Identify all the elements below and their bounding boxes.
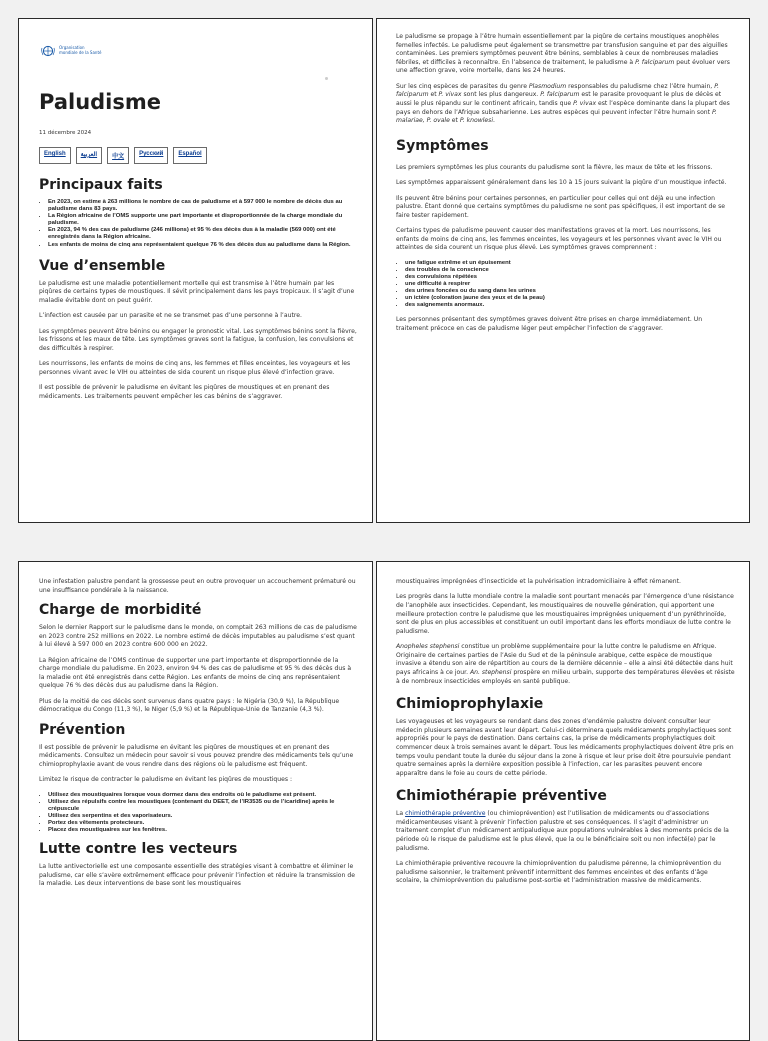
list-item: • une difficulté à respirer — [405, 281, 735, 288]
heading-chimiotherapie-preventive: Chimiothérapie préventive — [396, 788, 607, 805]
paragraph: Les nourrissons, les enfants de moins de cinq ans, les femmes et filles enceintes, les voyageurs et les personnes vivant avec le VIH ou atteintes de sida courent un risque plus élevé d’infection grave. — [39, 360, 351, 376]
list-item: • des urines foncées ou du sang dans les urines — [405, 288, 735, 295]
document-page-2 — [376, 18, 750, 523]
list-item: • une fatigue extrême et un épuisement — [405, 260, 735, 267]
paragraph: Le paludisme est une maladie potentiellement mortelle qui est transmise à l’être humain par les piqûres de certains types de moustiques. Il sévit principalement dans les pays tropicaux. Il s’agit d’une maladie évitable dont on peut guérir. — [39, 279, 355, 304]
paragraph: Le paludisme se propage à l’être humain essentiellement par la piqûre de certains moustiques anophèles femelles infectés. Le paludisme peut également se transmettre par transfusion sanguine et par des aiguilles contaminées. Les premiers symptômes peuvent être bénins, semblables à ceux de nombreuses maladies fébriles, et difficiles à reconnaître. En l’absence de traitement, le paludisme à P. falciparum peut évoluer vers une affection grave, voire mortelle, dans les 24 heures. — [396, 33, 730, 75]
document-page-4 — [376, 561, 750, 1041]
key-facts-list — [39, 199, 358, 249]
lang-link-arabic[interactable]: العربية — [76, 147, 102, 164]
who-emblem-icon — [41, 45, 55, 57]
paragraph: Les symptômes apparaissent généralement dans les 10 à 15 jours suivant la piqûre d’un moustique infecté. — [396, 179, 727, 187]
paragraph: Anopheles stephensi constitue un problème supplémentaire pour la lutte contre le paludisme en Afrique. Originaire de certaines parties de l’Asie du Sud et de la péninsule arabique, cette espèce de moustique invasive a étendu son aire de répartition au cours de la dernière décennie – elle a ainsi été détectée dans huit pays africains à ce jour. An. stephensi prospère en milieu urbain, supporte des températures élevées et résiste à de nombreux insecticides employés en santé publique. — [396, 643, 735, 685]
document-page-1 — [18, 18, 373, 523]
paragraph: Limitez le risque de contracter le paludisme en évitant les piqûres de moustiques : — [39, 776, 293, 784]
paragraph: La chimiothérapie préventive (ou chimioprévention) est l’utilisation de médicaments ou d’associations médicamenteuses visant à prévenir l’infection palustre et ses conséquences. Il s’agit d’administrer un traitement complet d’un médicament antipaludique aux populations vulnérables à des moments précis de la période où le risque de paludisme est le plus élevé, que la ou le bénéficiaire soit ou non infecté(e) par le paludisme. — [396, 810, 729, 852]
list-item: • des troubles de la conscience — [405, 267, 735, 274]
paragraph: La lutte antivectorielle est une composante essentielle des stratégies visant à combattre et éliminer le paludisme, car elle s’avère extrêmement efficace pour prévenir l’infection et réduire la transmission de la maladie. Les deux interventions de base sont les moustiquaires — [39, 863, 355, 888]
paragraph: La Région africaine de l’OMS continue de supporter une part importante et disproportionnée de la charge mondiale du paludisme. En 2023, environ 94 % des cas de paludisme et 95 % des décès dus à la maladie ont été enregistrés dans cette Région. Les enfants de moins de cinq ans représentaient quelque 76 % des décès dus au paludisme dans la Région. — [39, 656, 352, 690]
language-links — [39, 147, 207, 164]
org-name-line2: mondiale de la Santé — [59, 50, 102, 55]
heading-vue-ensemble: Vue d’ensemble — [39, 257, 166, 274]
list-item: • Utilisez des moustiquaires lorsque vous dormez dans des endroits où le paludisme est présent. — [48, 792, 358, 799]
heading-principaux-faits: Principaux faits — [39, 177, 163, 193]
paragraph: Les personnes présentant des symptômes graves doivent être prises en charge immédiatement. Un traitement précoce en cas de paludisme léger peut empêcher l’infection de s’aggraver. — [396, 316, 703, 332]
heading-symptomes: Symptômes — [396, 137, 489, 154]
paragraph: L’infection est causée par un parasite et ne se transmet pas d’une personne à l’autre. — [39, 312, 302, 320]
document-page-3 — [18, 561, 373, 1041]
list-item: • un ictère (coloration jaune des yeux et de la peau) — [405, 295, 735, 302]
paragraph: Sur les cinq espèces de parasites du genre Plasmodium responsables du paludisme chez l’être humain, P. falciparum et P. vivax sont les plus dangereux. P. falciparum est le parasite provoquant le plus de décès et aussi le plus répandu sur le continent africain, tandis que P. vivax est l’espèce dominante dans la plupart des pays en dehors de l’Afrique subsaharienne. Les autres espèces qui peuvent infecter l’être humain sont P. malariae, P. ovale et P. knowlesi. — [396, 82, 730, 125]
prevention-list — [39, 792, 358, 835]
lang-link-english[interactable]: English — [39, 147, 71, 164]
paragraph: Les symptômes peuvent être bénins ou engager le pronostic vital. Les symptômes bénins sont la fièvre, les frissons et les maux de tête. Les symptômes graves sont la fatigue, la confusion, les convulsions et des difficultés à respirer. — [39, 327, 357, 352]
list-item: • Placez des moustiquaires sur les fenêtres. — [48, 827, 358, 834]
decorative-dot — [325, 77, 328, 80]
list-item: • des convulsions répétées — [405, 274, 735, 281]
list-item: • des saignements anormaux. — [405, 302, 735, 309]
paragraph: Une infestation palustre pendant la grossesse peut en outre provoquer un accouchement prématuré ou une insuffisance pondérale à la naissance. — [39, 578, 356, 594]
paragraph: Selon le dernier Rapport sur le paludisme dans le monde, on comptait 263 millions de cas de paludisme en 2023 contre 252 millions en 2022. Le nombre estimé de décès imputables au paludisme s’est quant à lui élevé à 597 000 en 2023 contre 600 000 en 2022. — [39, 623, 357, 649]
heading-chimioprophylaxie: Chimioprophylaxie — [396, 696, 544, 713]
paragraph: La chimiothérapie préventive recouvre la chimioprévention du paludisme pérenne, la chimioprévention du paludisme saisonnier, le traitement préventif intermittent des femmes enceintes et des enfants d’âge scolaire, la chimioprévention du paludisme post-sortie et l’administration massive de médicaments. — [396, 860, 722, 885]
paragraph: Les voyageuses et les voyageurs se rendant dans des zones d’endémie palustre doivent consulter leur médecin plusieurs semaines avant leur départ. Celui-ci déterminera quels médicaments prophylactiques sont appropriés pour le pays de destination. Dans certains cas, la prise de médicaments prophylactiques doit commencer deux à trois semaines avant le départ. Tous les médicaments prophylactiques doivent être pris en temps voulu pendant toute la durée du séjour dans la zone à risque et leur prise doit être poursuivie pendant quatre semaines après la dernière exposition possible à l’infection, car les parasites peuvent encore apparaître dans le foie au cours de cette période. — [396, 718, 734, 777]
heading-prevention: Prévention — [39, 721, 126, 738]
list-item: • Utilisez des serpentins et des vaporisateurs. — [48, 813, 358, 820]
list-item: • La Région africaine de l’OMS supporte une part importante et disproportionnée de la charge mondiale du paludisme. — [48, 213, 358, 227]
severe-symptoms-list — [396, 260, 735, 310]
lang-link-chinese[interactable]: 中文 — [107, 147, 129, 164]
list-item: • Portez des vêtements protecteurs. — [48, 820, 358, 827]
lang-link-russian[interactable]: Русский — [134, 147, 168, 164]
heading-charge-morbidite: Charge de morbidité — [39, 601, 202, 618]
heading-lutte-vecteurs: Lutte contre les vecteurs — [39, 841, 238, 858]
who-logo[interactable] — [41, 45, 109, 57]
paragraph: Plus de la moitié de ces décès sont survenus dans quatre pays : le Nigéria (30,9 %), la République démocratique du Congo (11,3 %), le Niger (5,9 %) et la République-Unie de Tanzanie (4,3 %). — [39, 697, 340, 714]
paragraph: Les premiers symptômes les plus courants du paludisme sont la fièvre, les maux de tête et les frissons. — [396, 163, 713, 171]
page-title: Paludisme — [39, 90, 162, 114]
paragraph: Ils peuvent être bénins pour certaines personnes, en particulier pour celles qui ont déjà eu une infection palustre. Étant donné que certains symptômes du paludisme ne sont pas spécifiques, il est important de se faire tester rapidement. — [396, 194, 726, 219]
chimiotherapie-link[interactable]: chimiothérapie préventive — [405, 810, 486, 818]
lang-link-spanish[interactable]: Español — [173, 147, 206, 164]
paragraph: moustiquaires imprégnées d’insecticide et la pulvérisation intradomiciliaire à effet rémanent. — [396, 578, 681, 585]
paragraph: Les progrès dans la lutte mondiale contre la maladie sont pourtant menacés par l’émergence d’une résistance de l’anophèle aux insecticides. Cependant, les moustiquaires de nouvelle génération, qui apportent une meilleure protection contre le paludisme que les moustiquaires imprégnées uniquement d’un pyréthrinoïde, sont de plus en plus accessibles et constituent un outil important dans les efforts mondiaux de lutte contre le paludisme. — [396, 593, 734, 635]
publication-date: 11 décembre 2024 — [39, 130, 92, 136]
paragraph: Certains types de paludisme peuvent causer des manifestations graves et la mort. Les nourrissons, les enfants de moins de cinq ans, les femmes enceintes, les voyageurs et les personnes vivant avec le VIH ou atteintes de sida courent un risque plus élevé. Les symptômes graves comprennent : — [396, 227, 722, 252]
list-item: • En 2023, 94 % des cas de paludisme (246 millions) et 95 % des décès dus à la maladie (569 000) ont été enregistrés dans la Région africaine. — [48, 227, 358, 241]
list-item: • Utilisez des répulsifs contre les moustiques (contenant du DEET, de l’IR3535 ou de l’icaridine) après le crépuscule — [48, 799, 358, 813]
paragraph: Il est possible de prévenir le paludisme en évitant les piqûres de moustiques et en prenant des médicaments. Les traitements peuvent empêcher les cas bénins de s’aggraver. — [39, 384, 330, 400]
list-item: • Les enfants de moins de cinq ans représentaient quelque 76 % des décès dus au paludisme dans la Région. — [48, 242, 358, 249]
org-name-line1: Organisation — [59, 45, 85, 51]
list-item: • En 2023, on estime à 263 millions le nombre de cas de paludisme et à 597 000 le nombre de décès dus au paludisme dans 83 pays. — [48, 199, 358, 213]
paragraph: Il est possible de prévenir le paludisme en évitant les piqûres de moustiques et en prenant des médicaments. Consultez un médecin pour savoir si vous pouvez prendre des médicaments tels qu’une chimioprophylaxie avant de vous rendre dans des régions où le paludisme est fréquent. — [39, 743, 354, 768]
